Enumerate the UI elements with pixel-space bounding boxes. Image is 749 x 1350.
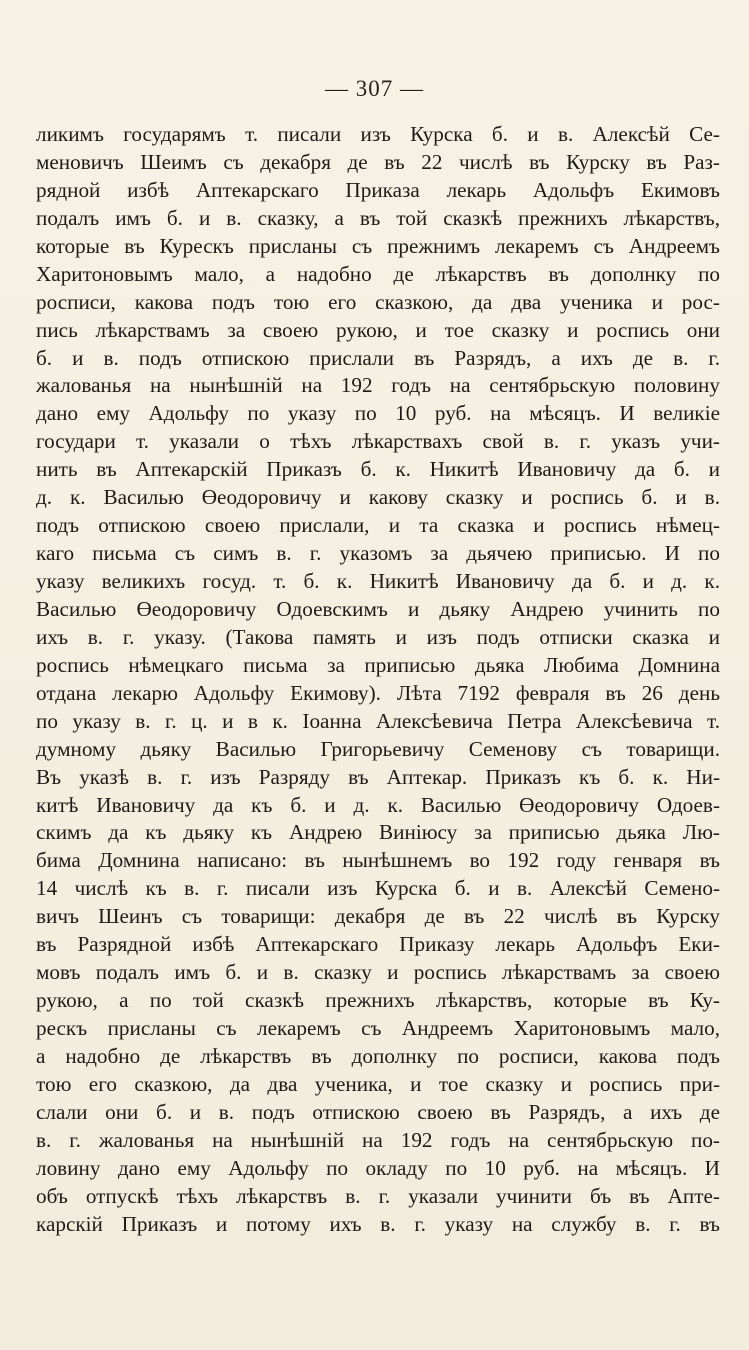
text-line: тою его сказкою, да два ученика, и тое сказку и роспись при- — [36, 1071, 720, 1096]
text-line: д. к. Василью Өеодоровичу и какову сказку и роспись б. и в. — [36, 485, 720, 510]
text-line: подалъ имъ б. и в. сказку, а въ той сказкѣ прежнихъ лѣкарствъ, — [36, 205, 720, 230]
text-line: мовъ подалъ имъ б. и в. сказку и роспись лѣкарствамъ за своею — [36, 960, 720, 985]
text-line: вичъ Шеинъ съ товарищи: декабря де въ 22 числѣ въ Курску — [36, 904, 720, 929]
text-line: которые въ Курескъ присланы съ прежнимъ лекаремъ съ Андреемъ — [36, 233, 720, 258]
text-line: думному дьяку Василью Григорьевичу Семенову съ товарищи. — [36, 736, 720, 761]
text-line: рукою, а по той сказкѣ прежнихъ лѣкарствъ, которые въ Ку- — [36, 988, 720, 1013]
page-number: — 307 — — [325, 76, 424, 101]
text-line: жалованья на нынѣшній на 192 годъ на сентябрьскую половину — [36, 373, 720, 398]
text-line: рескъ присланы съ лекаремъ съ Андреемъ Харитоновымъ мало, — [36, 1016, 720, 1040]
text-line: Въ указѣ в. г. изъ Разряду въ Аптекар. Приказъ къ б. к. Ни- — [36, 764, 720, 789]
text-line: подъ отпискою своею прислали, и та сказка и роспись нѣмец- — [36, 513, 720, 538]
text-line: роспись нѣмецкаго письма за приписью дьяка Любима Домнина — [36, 652, 720, 677]
text-line: росписи, какова подъ тою его сказкою, да два ученика и рос- — [36, 289, 720, 314]
text-line: китѣ Ивановичу да къ б. и д. к. Василью Өеодоровичу Одоев- — [36, 792, 720, 817]
body-text — [36, 121, 720, 1239]
text-line: ловину дано ему Адольфу по окладу по 10 руб. на мѣсяцъ. И — [36, 1155, 720, 1180]
text-line: государи т. указали о тѣхъ лѣкарствахъ свой в. г. указъ учи- — [36, 429, 720, 454]
text-line: дано ему Адольфу по указу по 10 руб. на мѣсяцъ. И великіе — [36, 401, 720, 426]
text-line: въ Разрядной избѣ Аптекарскаго Приказу лекарь Адольфъ Еки- — [36, 932, 720, 957]
text-line: Василью Өеодоровичу Одоевскимъ и дьяку Андрею учинить по — [36, 596, 720, 621]
text-line: нить въ Аптекарскій Приказъ б. к. Никитѣ Ивановичу да б. и — [36, 457, 720, 482]
text-line: 14 числѣ къ в. г. писали изъ Курска б. и в. Алексѣй Семено- — [36, 876, 720, 901]
text-line: а надобно де лѣкарствъ въ дополнку по росписи, какова подъ — [36, 1043, 720, 1068]
text-line: по указу в. г. ц. и в к. Іоанна Алексѣевича Петра Алексѣевича т. — [36, 708, 720, 733]
text-line: каго письма съ симъ в. г. указомъ за дьячею приписью. И по — [36, 541, 720, 566]
text-line: меновичъ Шеимъ съ декабря де въ 22 числѣ въ Курску въ Раз- — [36, 149, 720, 174]
text-line: Харитоновымъ мало, а надобно де лѣкарствъ въ дополнку по — [36, 261, 720, 286]
text-line: ликимъ государямъ т. писали изъ Курска б. и в. Алексѣй Се- — [36, 122, 720, 146]
text-line: бима Домнина написано: въ нынѣшнемъ во 192 году генваря въ — [36, 848, 720, 873]
text-line: ихъ в. г. указу. (Такова память и изъ подъ отписки сказка и — [36, 624, 720, 649]
text-line: отдана лекарю Адольфу Екимову). Лѣта 7192 февраля въ 26 день — [36, 680, 720, 705]
text-line: рядной избѣ Аптекарскаго Приказа лекарь Адольфъ Екимовъ — [36, 177, 720, 202]
text-line: объ отпускѣ тѣхъ лѣкарствъ в. г. указали учинити бъ въ Апте- — [36, 1183, 720, 1208]
text-line: карскій Приказъ и потому ихъ в. г. указу на службу в. г. въ — [36, 1211, 720, 1236]
text-line: пись лѣкарствамъ за своею рукою, и тое сказку и роспись они — [36, 317, 720, 342]
text-line: в. г. жалованья на нынѣшній на 192 годъ на сентябрьскую по- — [36, 1127, 720, 1152]
text-line: б. и в. подъ отпискою прислали въ Разрядъ, а ихъ де в. г. — [36, 345, 720, 370]
text-line: указу великихъ госуд. т. б. к. Никитѣ Ивановичу да б. и д. к. — [36, 569, 720, 593]
text-line: скимъ да къ дьяку къ Андрею Виніюсу за приписью дьяка Лю- — [36, 820, 720, 845]
text-line: слали они б. и в. подъ отпискою своею въ Разрядъ, а ихъ де — [36, 1099, 720, 1124]
